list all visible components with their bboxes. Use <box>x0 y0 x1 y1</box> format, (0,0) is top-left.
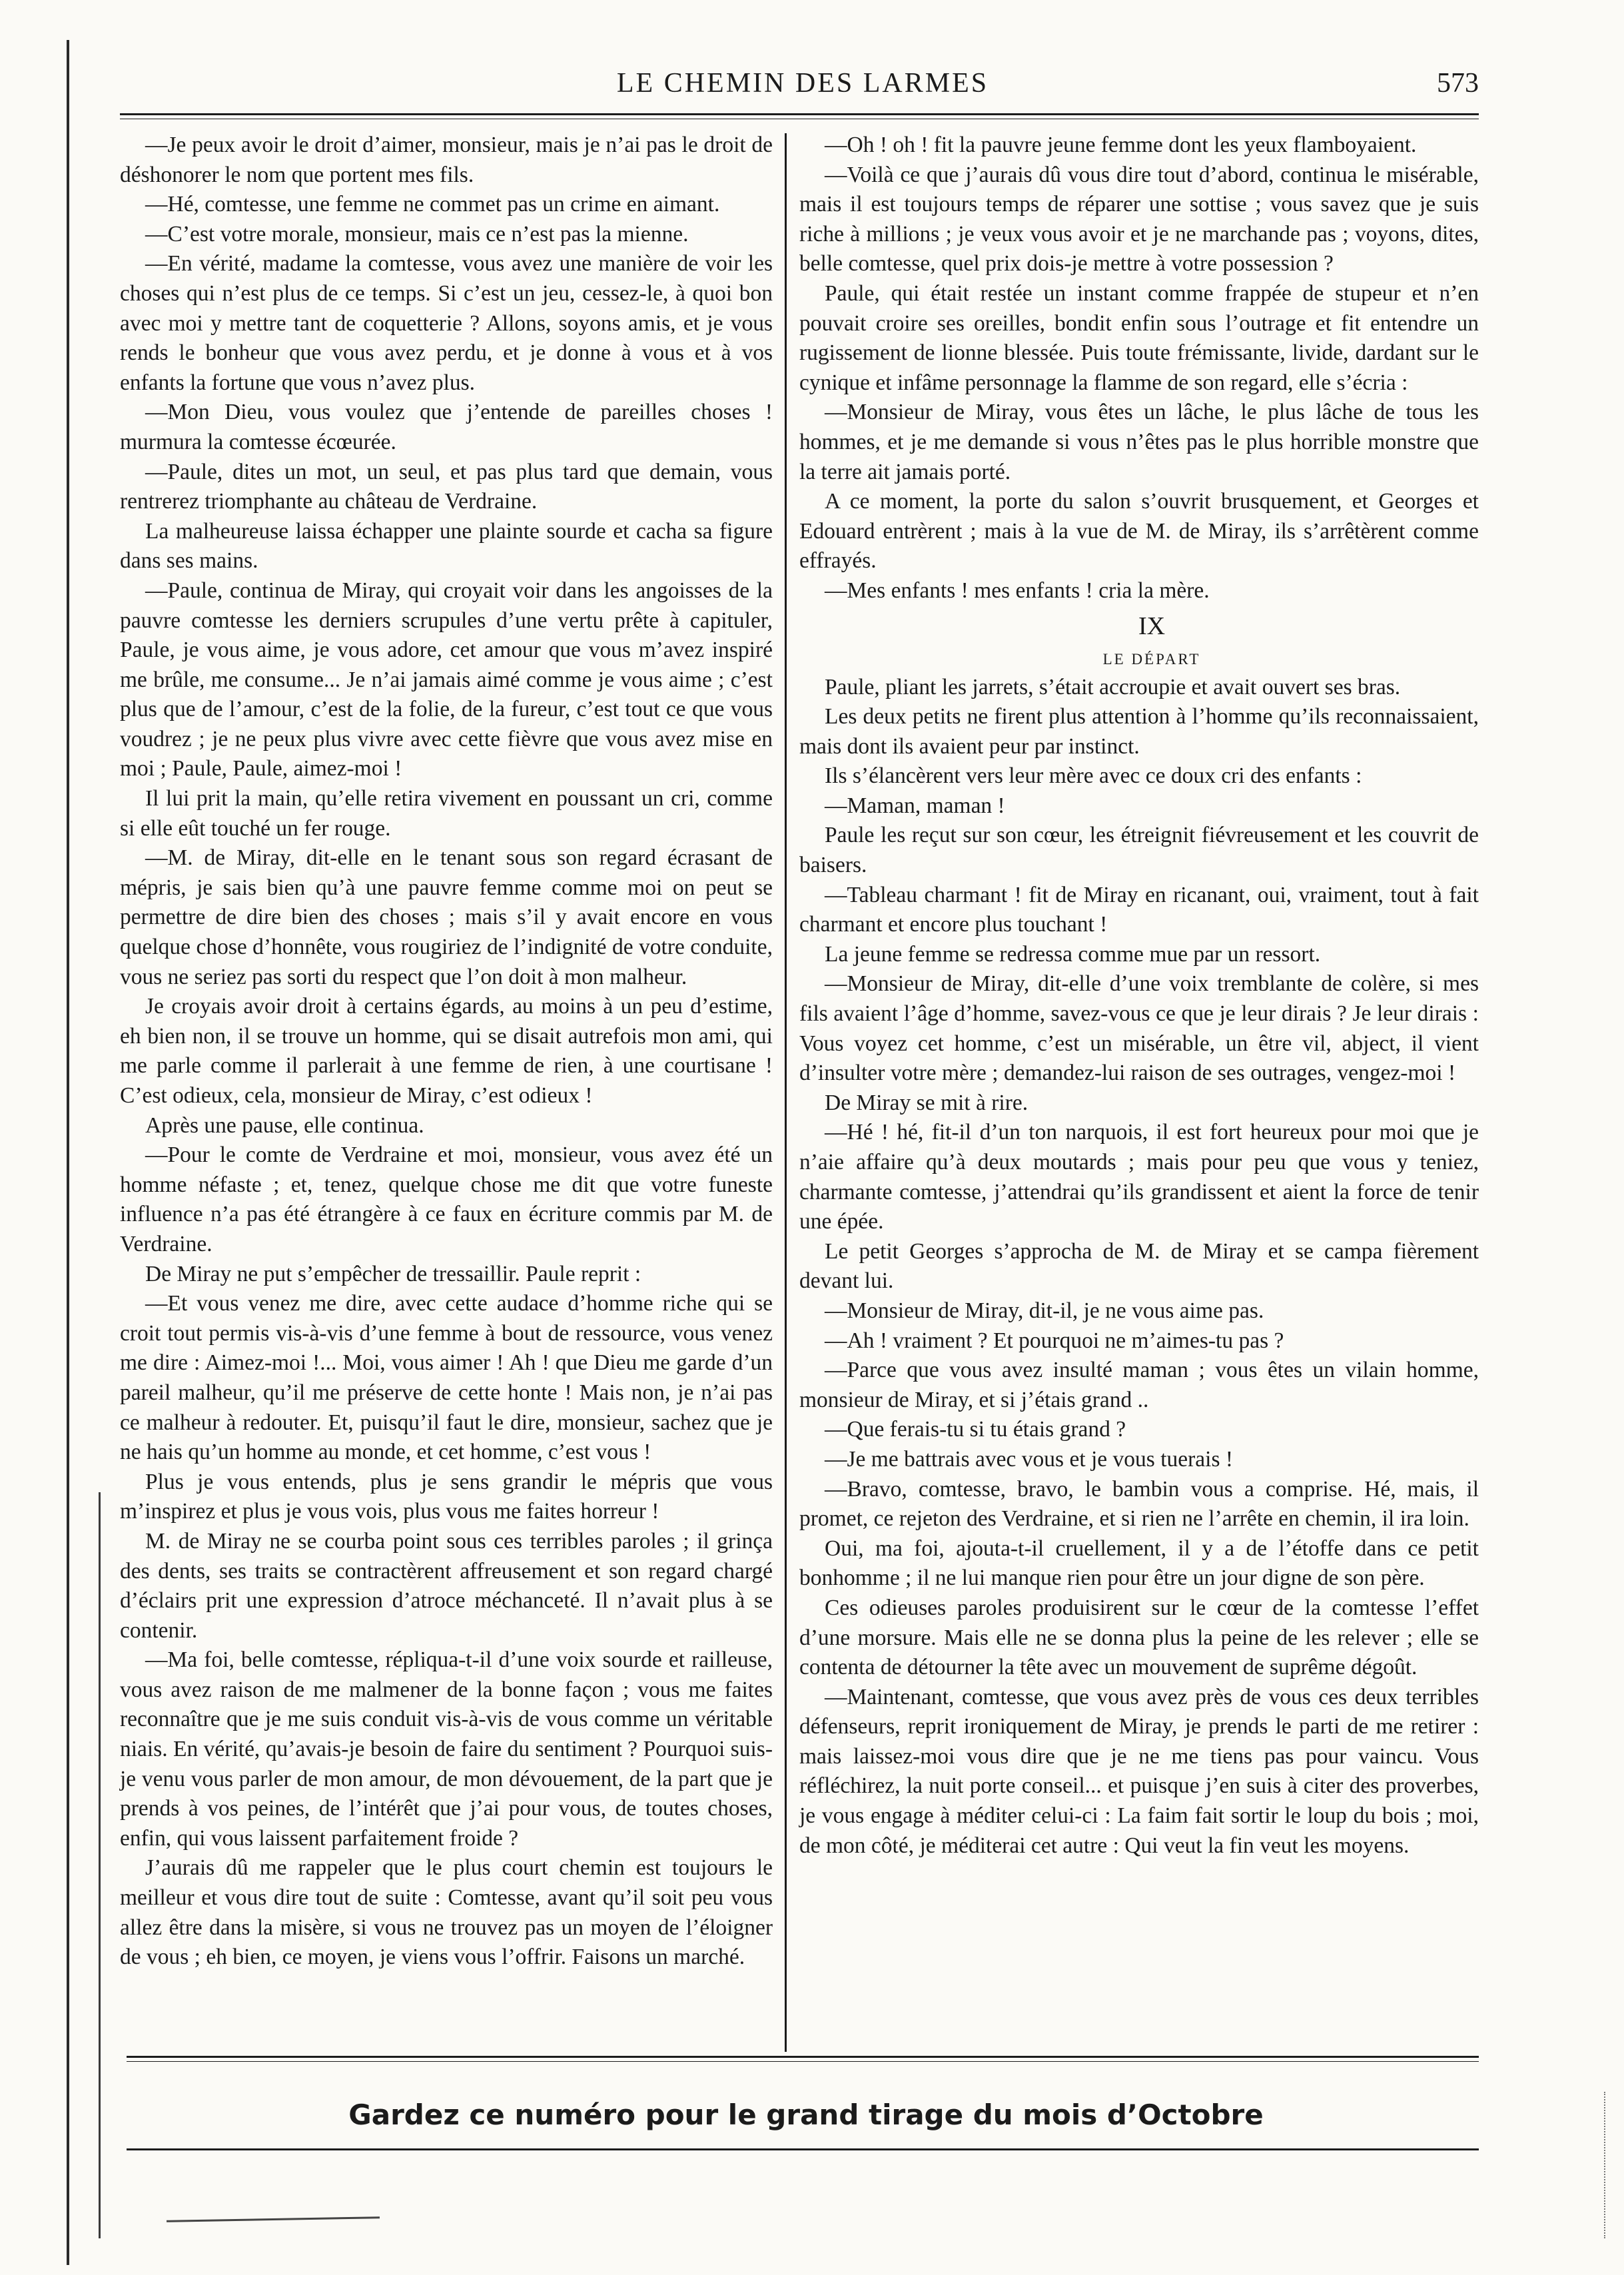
paragraph: La malheureuse laissa échapper une plainte sourde et cacha sa figure dans ses mains. <box>120 518 773 574</box>
paragraph: Ils s’élancèrent vers leur mère avec ce doux cri des enfants : <box>825 763 1362 789</box>
footer-rule-thin <box>127 2061 1479 2062</box>
paragraph: Plus je vous entends, plus je sens grandir le mépris que vous m’inspirez et plus je vous vois, plus vous me faites horreur ! <box>120 1469 773 1524</box>
binding-edge-line <box>67 40 69 2265</box>
paragraph: Paule les reçut sur son cœur, les étreignit fiévreusement et les couvrit de baisers. <box>799 823 1479 878</box>
print-scratch-mark <box>167 2216 380 2222</box>
paragraph: —Mes enfants ! mes enfants ! cria la mère. <box>825 578 1210 603</box>
paragraph: —En vérité, madame la comtesse, vous avez une manière de voir les choses qui n’est plus de ce temps. Si c’est un jeu, cessez-le, à quoi bon avec moi y mettre tant de coquetterie ? Allons, soyons amis, et je vous rends le bonheur que vous avez perdu, et je donne à vous et à vos enfants la fortune que vous n’avez plus. <box>120 251 773 395</box>
paragraph: —Parce que vous avez insulté maman ; vous êtes un vilain homme, monsieur de Miray, et si j’étais grand .. <box>799 1358 1479 1412</box>
header-rule <box>120 113 1479 115</box>
footer-bottom-rule <box>127 2148 1479 2150</box>
footer-rule <box>127 2056 1479 2058</box>
paragraph: J’aurais dû me rappeler que le plus court chemin est toujours le meilleur et vous dire tout de suite : Comtesse, avant qu’il soit peu vous allez être dans la misère, si vous ne trouvez pas un moyen de l’éloigner de vous ; eh bien, ce moyen, je viens vous l’offrir. Faisons un marché. <box>120 1855 773 1970</box>
paragraph: —Monsieur de Miray, dit-elle d’une voix tremblante de colère, si mes fils avaient l’âge d’homme, savez-vous ce que je leur dirais ? Je leur dirais : Vous voyez cet homme, c’est un misérable, un être vil, abject, il vient d’insulter votre mère ; demandez-lui raison de ses outrages, vengez-moi ! <box>799 971 1479 1086</box>
paragraph: —Monsieur de Miray, dit-il, je ne vous aime pas. <box>825 1298 1264 1323</box>
paragraph: —Tableau charmant ! fit de Miray en ricanant, oui, vraiment, tout à fait charmant et encore plus touchant ! <box>799 882 1479 937</box>
page-header <box>120 63 1485 110</box>
paragraph: —C’est votre morale, monsieur, mais ce n’est pas la mienne. <box>145 221 689 246</box>
right-column-text-after-chapter <box>799 673 1479 1861</box>
paragraph: —Ma foi, belle comtesse, répliqua-t-il d’une voix sourde et railleuse, vous avez raison de me malmener de la bonne façon ; vous me faites reconnaître que je me suis conduit vis-à-vis de vous comme un véritable niais. En vérité, qu’avais-je besoin de faire du sentiment ? Pourquoi suis-je venu vous parler de mon amour, de mon dévouement, de la part que je prends à vos peines, de l’intérêt que j’ai pour vous, de toutes choses, enfin, qui vous laissent parfaitement froide ? <box>120 1647 773 1851</box>
paragraph: —Je me battrais avec vous et je vous tuerais ! <box>825 1446 1234 1472</box>
paragraph: —Voilà ce que j’aurais dû vous dire tout d’abord, continua le misérable, mais il est toujours temps de réparer une sottise ; vous savez que je suis riche à millions ; je veux vous avoir et je ne marchande pas ; voyons, dites, belle comtesse, quel prix dois-je mettre à votre possession ? <box>799 162 1479 276</box>
paragraph: —Je peux avoir le droit d’aimer, monsieur, mais je n’ai pas le droit de déshonorer le nom que portent mes fils. <box>120 133 773 187</box>
page-number: 573 <box>1437 68 1479 99</box>
column-divider <box>785 133 787 2052</box>
paragraph: —Hé ! hé, fit-il d’un ton narquois, il est fort heureux pour moi que je n’aie affaire qu’à deux moutards ; mais pour peu que vous y teniez, charmante comtesse, j’attendrai qu’ils grandissent et aient la force de tenir une épée. <box>799 1120 1479 1234</box>
paragraph: Paule, qui était restée un instant comme frappée de stupeur et n’en pouvait croire ses oreilles, bondit enfin sous l’outrage et fit entendre un rugissement de lionne blessée. Puis toute frémissante, livide, dardant sur le cynique et infâme personnage la flamme de son regard, elle s’écria : <box>799 280 1479 395</box>
paragraph: Ces odieuses paroles produisirent sur le cœur de la comtesse l’effet d’une morsure. Mais elle ne se donna plus la peine de les relever ; elle se contenta de détourner la tête avec un mouvement de suprême dégoût. <box>799 1595 1479 1680</box>
paragraph: Paule, pliant les jarrets, s’était accroupie et avait ouvert ses bras. <box>825 674 1401 699</box>
footer-notice: Gardez ce numéro pour le grand tirage du mois d’Octobre <box>348 2098 1264 2131</box>
paragraph: —Et vous venez me dire, avec cette audace d’homme riche qui se croit tout permis vis-à-vis d’une femme à bout de ressource, vous venez me dire : Aimez-moi !... Moi, vous aimer ! Ah ! que Dieu me garde d’un pareil malheur, qu’il me préserve de cette honte ! Mais non, je n’ai pas ce malheur à redouter. Et, puisqu’il faut le dire, monsieur, sachez que je ne hais qu’un homme au monde, et cet homme, c’est vous ! <box>120 1291 773 1465</box>
left-column <box>120 131 773 1973</box>
paragraph: De Miray se mit à rire. <box>825 1090 1028 1115</box>
paragraph: Après une pause, elle continua. <box>145 1113 424 1138</box>
binding-edge-line-lower <box>99 1492 101 2238</box>
paragraph: —Pour le comte de Verdraine et moi, monsieur, vous avez été un homme néfaste ; et, tenez, quelque chose me dit que votre funeste influence n’a pas été étrangère à ce faux en écriture commis par M. de Verdraine. <box>120 1142 773 1256</box>
paragraph: —Paule, continua de Miray, qui croyait voir dans les angoisses de la pauvre comtesse les derniers scrupules d’une vertu prête à capituler, Paule, je vous aime, je vous adore, cet amour que vous m’avez inspiré me brûle, me consume... Je n’ai jamais aimé comme je vous aime ; c’est plus que de l’amour, c’est de la folie, de la fureur, c’est tout ce que vous voudrez ; je ne peux plus vivre avec cette fièvre que vous avez mise en moi ; Paule, Paule, aimez-moi ! <box>120 578 773 781</box>
paragraph: —Monsieur de Miray, vous êtes un lâche, le plus lâche de tous les hommes, et je me demande si vous n’êtes pas le plus horrible monstre que la terre ait jamais porté. <box>799 400 1479 484</box>
paragraph: Il lui prit la main, qu’elle retira vivement en poussant un cri, comme si elle eût touché un fer rouge. <box>120 786 773 841</box>
right-column <box>799 131 1479 1861</box>
paragraph: —Hé, comtesse, une femme ne commet pas un crime en aimant. <box>145 192 720 217</box>
paragraph: M. de Miray ne se courba point sous ces terribles paroles ; il grinça des dents, ses traits se contractèrent affreusement et son regard chargé d’éclairs prit une expression d’atroce méchanceté. Il n’avait plus à se contenir. <box>120 1528 773 1643</box>
paragraph: —Maman, maman ! <box>825 793 1005 818</box>
paragraph: —Ah ! vraiment ? Et pourquoi ne m’aimes-tu pas ? <box>825 1328 1284 1353</box>
paragraph: —Bravo, comtesse, bravo, le bambin vous a comprise. Hé, mais, il promet, ce rejeton des Verdraine, et si rien ne l’arrête en chemin, il ira loin. <box>799 1476 1479 1532</box>
paragraph: Les deux petits ne firent plus attention à l’homme qu’ils reconnaissaient, mais dont ils avaient peur par instinct. <box>799 704 1479 759</box>
chapter-title: LE DÉPART <box>1102 650 1201 668</box>
paragraph: —Que ferais-tu si tu étais grand ? <box>825 1417 1126 1442</box>
paragraph: Oui, ma foi, ajouta-t-il cruellement, il y a de l’étoffe dans ce petit bonhomme ; il ne lui manque rien pour être un jour digne de son père. <box>799 1536 1479 1591</box>
paragraph: —Oh ! oh ! fit la pauvre jeune femme dont les yeux flamboyaient. <box>825 133 1417 157</box>
paragraph: —Paule, dites un mot, un seul, et pas plus tard que demain, vous rentrerez triomphante au château de Verdraine. <box>120 459 773 514</box>
paragraph: Le petit Georges s’approcha de M. de Miray et se campa fièrement devant lui. <box>799 1238 1479 1294</box>
paragraph: Je croyais avoir droit à certains égards, au moins à un peu d’estime, eh bien non, il se trouve un homme, qui se disait autrefois mon ami, qui me parle comme il parlerait à une femme de rien, à une courtisane ! C’est odieux, cela, monsieur de Miray, c’est odieux ! <box>120 994 773 1108</box>
paragraph: —Mon Dieu, vous voulez que j’entende de pareilles choses ! murmura la comtesse écœurée. <box>120 400 773 454</box>
chapter-number: IX <box>1138 612 1166 640</box>
paragraph: —Maintenant, comtesse, que vous avez près de vous ces deux terribles défenseurs, reprit ironiquement de Miray, je prends le parti de me retirer : mais laissez-moi vous dire que je ne me tiens pas pour vaincu. Vous réfléchirez, la nuit porte conseil... et puisque j’en suis à citer des proverbes, je vous engage à méditer celui-ci : La faim fait sortir le loup du bois ; moi, de mon côté, je méditerai cet autre : Qui veut la fin veut les moyens. <box>799 1684 1479 1858</box>
paragraph: De Miray ne put s’empêcher de tressaillir. Paule reprit : <box>145 1261 641 1286</box>
running-title: LE CHEMIN DES LARMES <box>616 68 989 99</box>
paragraph: A ce moment, la porte du salon s’ouvrit brusquement, et Georges et Edouard entrèrent ; mais à la vue de M. de Miray, ils s’arrêtèrent comme effrayés. <box>799 489 1479 574</box>
paragraph: —M. de Miray, dit-elle en le tenant sous son regard écrasant de mépris, je sais bien qu’à une pauvre femme comme moi on peut se permettre de dire bien des choses ; mais s’il y avait encore en vous quelque chose d’honnête, vous rougiriez de l’indignité de votre conduite, vous ne seriez pas sorti du respect que l’on doit à mon malheur. <box>120 845 773 989</box>
edge-specks <box>1604 2092 1607 2238</box>
right-column-text-before-chapter <box>799 131 1479 606</box>
paragraph: La jeune femme se redressa comme mue par un ressort. <box>825 941 1321 967</box>
